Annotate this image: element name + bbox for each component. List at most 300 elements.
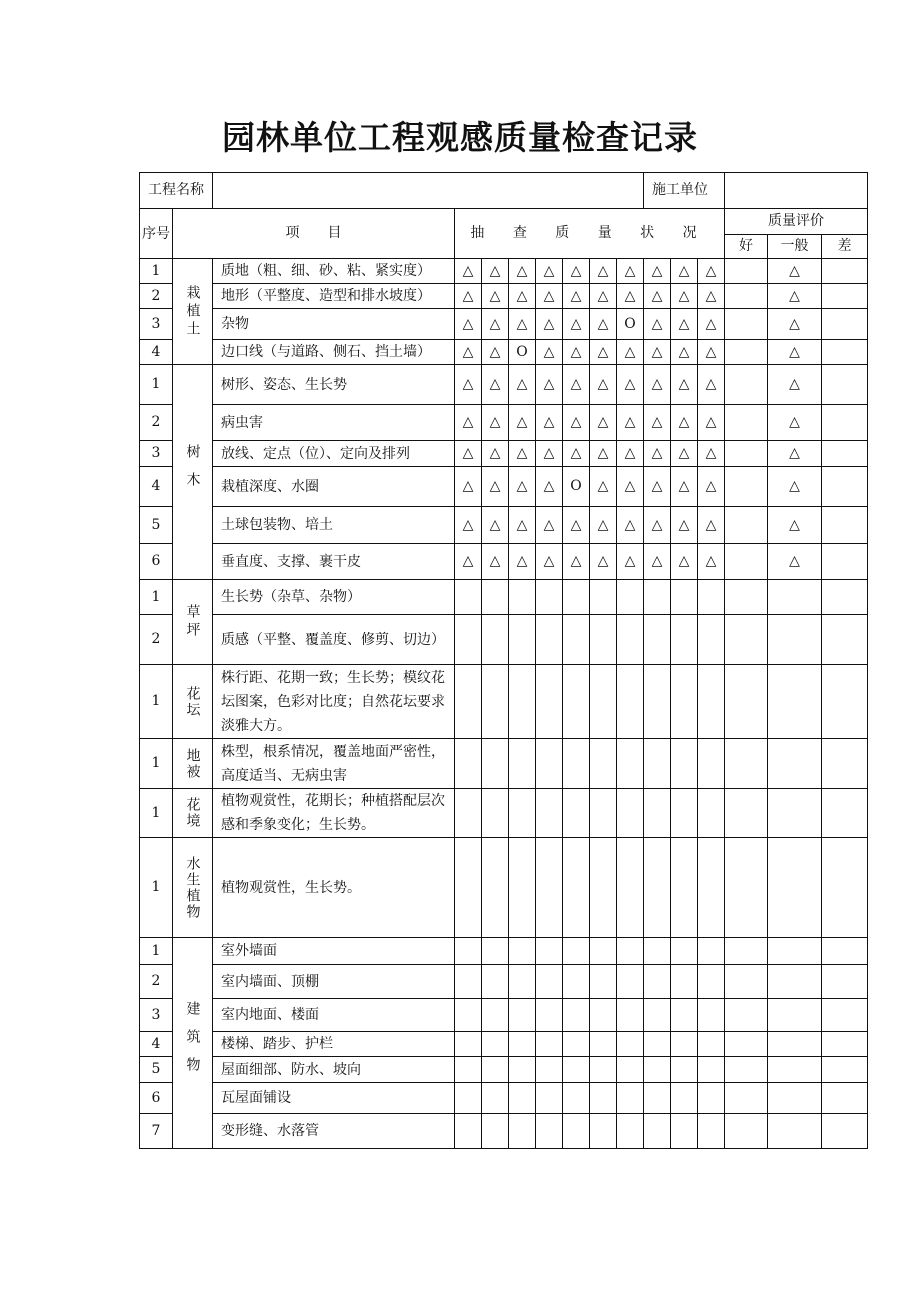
mark-cell[interactable] <box>671 580 698 615</box>
mark-cell[interactable] <box>482 665 509 739</box>
mark-cell[interactable] <box>617 615 644 665</box>
mark-cell[interactable]: △ <box>509 284 536 309</box>
mark-cell[interactable]: △ <box>563 507 590 544</box>
mark-cell[interactable] <box>482 789 509 838</box>
eval-good-cell[interactable] <box>725 580 768 615</box>
eval-good-cell[interactable] <box>725 965 768 999</box>
mark-cell[interactable] <box>536 615 563 665</box>
mark-cell[interactable] <box>536 1032 563 1057</box>
mark-cell[interactable] <box>482 1057 509 1083</box>
eval-general-cell[interactable] <box>768 789 822 838</box>
eval-good-cell[interactable] <box>725 739 768 789</box>
mark-cell[interactable]: △ <box>671 467 698 507</box>
mark-cell[interactable] <box>536 739 563 789</box>
mark-cell[interactable] <box>590 580 617 615</box>
eval-general-cell[interactable] <box>768 999 822 1032</box>
mark-cell[interactable] <box>455 999 482 1032</box>
eval-poor-cell[interactable] <box>822 789 868 838</box>
mark-cell[interactable] <box>509 1114 536 1149</box>
mark-cell[interactable]: △ <box>482 405 509 441</box>
mark-cell[interactable] <box>509 580 536 615</box>
mark-cell[interactable] <box>590 789 617 838</box>
mark-cell[interactable] <box>671 1114 698 1149</box>
eval-good-cell[interactable] <box>725 259 768 284</box>
mark-cell[interactable] <box>455 838 482 938</box>
mark-cell[interactable]: △ <box>563 284 590 309</box>
mark-cell[interactable] <box>509 1083 536 1114</box>
mark-cell[interactable] <box>698 838 725 938</box>
eval-general-cell[interactable] <box>768 615 822 665</box>
mark-cell[interactable] <box>617 1057 644 1083</box>
mark-cell[interactable]: △ <box>590 284 617 309</box>
eval-general-cell[interactable] <box>768 1057 822 1083</box>
mark-cell[interactable] <box>482 999 509 1032</box>
mark-cell[interactable] <box>698 999 725 1032</box>
mark-cell[interactable] <box>455 1083 482 1114</box>
project-name-field[interactable] <box>213 173 644 209</box>
eval-general-cell[interactable] <box>768 838 822 938</box>
eval-good-cell[interactable] <box>725 340 768 365</box>
mark-cell[interactable] <box>617 739 644 789</box>
mark-cell[interactable] <box>644 739 671 789</box>
mark-cell[interactable]: △ <box>617 340 644 365</box>
mark-cell[interactable] <box>617 1083 644 1114</box>
eval-general-cell[interactable]: △ <box>768 309 822 340</box>
mark-cell[interactable]: △ <box>482 365 509 405</box>
mark-cell[interactable] <box>671 1032 698 1057</box>
eval-poor-cell[interactable] <box>822 544 868 580</box>
mark-cell[interactable]: △ <box>644 507 671 544</box>
eval-general-cell[interactable]: △ <box>768 507 822 544</box>
mark-cell[interactable] <box>536 999 563 1032</box>
mark-cell[interactable] <box>590 1057 617 1083</box>
mark-cell[interactable] <box>644 665 671 739</box>
mark-cell[interactable] <box>698 580 725 615</box>
mark-cell[interactable] <box>698 615 725 665</box>
mark-cell[interactable]: △ <box>536 507 563 544</box>
mark-cell[interactable]: △ <box>698 467 725 507</box>
eval-good-cell[interactable] <box>725 1057 768 1083</box>
mark-cell[interactable]: △ <box>644 405 671 441</box>
eval-poor-cell[interactable] <box>822 665 868 739</box>
eval-general-cell[interactable]: △ <box>768 365 822 405</box>
mark-cell[interactable] <box>563 838 590 938</box>
mark-cell[interactable] <box>590 665 617 739</box>
mark-cell[interactable] <box>617 665 644 739</box>
mark-cell[interactable] <box>536 938 563 965</box>
eval-general-cell[interactable]: △ <box>768 467 822 507</box>
mark-cell[interactable]: △ <box>536 284 563 309</box>
mark-cell[interactable] <box>617 838 644 938</box>
mark-cell[interactable]: △ <box>536 405 563 441</box>
eval-poor-cell[interactable] <box>822 1114 868 1149</box>
mark-cell[interactable]: △ <box>590 507 617 544</box>
mark-cell[interactable] <box>509 938 536 965</box>
mark-cell[interactable] <box>509 739 536 789</box>
mark-cell[interactable]: △ <box>671 259 698 284</box>
mark-cell[interactable]: △ <box>590 467 617 507</box>
eval-good-cell[interactable] <box>725 467 768 507</box>
mark-cell[interactable] <box>644 1083 671 1114</box>
eval-good-cell[interactable] <box>725 1114 768 1149</box>
mark-cell[interactable]: △ <box>671 365 698 405</box>
eval-poor-cell[interactable] <box>822 507 868 544</box>
mark-cell[interactable] <box>563 789 590 838</box>
mark-cell[interactable]: O <box>509 340 536 365</box>
mark-cell[interactable] <box>644 1057 671 1083</box>
mark-cell[interactable] <box>563 665 590 739</box>
mark-cell[interactable]: △ <box>590 544 617 580</box>
mark-cell[interactable] <box>698 789 725 838</box>
mark-cell[interactable]: △ <box>644 259 671 284</box>
mark-cell[interactable] <box>509 615 536 665</box>
eval-general-cell[interactable] <box>768 1114 822 1149</box>
mark-cell[interactable] <box>671 665 698 739</box>
mark-cell[interactable]: △ <box>563 309 590 340</box>
mark-cell[interactable] <box>563 999 590 1032</box>
mark-cell[interactable] <box>644 838 671 938</box>
eval-good-cell[interactable] <box>725 365 768 405</box>
mark-cell[interactable]: △ <box>509 405 536 441</box>
eval-general-cell[interactable] <box>768 739 822 789</box>
mark-cell[interactable] <box>536 789 563 838</box>
mark-cell[interactable]: △ <box>590 340 617 365</box>
eval-poor-cell[interactable] <box>822 615 868 665</box>
mark-cell[interactable] <box>509 838 536 938</box>
mark-cell[interactable] <box>644 615 671 665</box>
mark-cell[interactable]: △ <box>698 284 725 309</box>
eval-poor-cell[interactable] <box>822 739 868 789</box>
mark-cell[interactable]: △ <box>509 309 536 340</box>
mark-cell[interactable] <box>617 789 644 838</box>
mark-cell[interactable]: △ <box>482 284 509 309</box>
mark-cell[interactable]: △ <box>563 405 590 441</box>
mark-cell[interactable]: △ <box>617 467 644 507</box>
eval-general-cell[interactable] <box>768 580 822 615</box>
mark-cell[interactable] <box>590 1032 617 1057</box>
eval-good-cell[interactable] <box>725 999 768 1032</box>
mark-cell[interactable] <box>671 739 698 789</box>
mark-cell[interactable]: △ <box>509 507 536 544</box>
mark-cell[interactable]: △ <box>617 507 644 544</box>
mark-cell[interactable] <box>671 615 698 665</box>
eval-general-cell[interactable]: △ <box>768 544 822 580</box>
mark-cell[interactable] <box>482 965 509 999</box>
mark-cell[interactable] <box>698 1032 725 1057</box>
mark-cell[interactable]: △ <box>455 405 482 441</box>
mark-cell[interactable]: △ <box>671 544 698 580</box>
mark-cell[interactable] <box>455 1032 482 1057</box>
mark-cell[interactable]: △ <box>455 544 482 580</box>
mark-cell[interactable]: △ <box>698 340 725 365</box>
mark-cell[interactable] <box>671 938 698 965</box>
mark-cell[interactable]: △ <box>509 544 536 580</box>
mark-cell[interactable]: △ <box>509 259 536 284</box>
mark-cell[interactable]: △ <box>509 365 536 405</box>
mark-cell[interactable] <box>455 789 482 838</box>
mark-cell[interactable]: △ <box>617 405 644 441</box>
mark-cell[interactable]: △ <box>455 309 482 340</box>
eval-good-cell[interactable] <box>725 615 768 665</box>
mark-cell[interactable] <box>698 1057 725 1083</box>
mark-cell[interactable] <box>482 838 509 938</box>
mark-cell[interactable]: △ <box>455 340 482 365</box>
mark-cell[interactable]: △ <box>563 259 590 284</box>
mark-cell[interactable]: △ <box>590 441 617 467</box>
eval-good-cell[interactable] <box>725 284 768 309</box>
mark-cell[interactable]: △ <box>644 340 671 365</box>
mark-cell[interactable]: △ <box>671 309 698 340</box>
mark-cell[interactable] <box>590 999 617 1032</box>
mark-cell[interactable] <box>482 938 509 965</box>
mark-cell[interactable]: △ <box>482 259 509 284</box>
mark-cell[interactable]: △ <box>590 259 617 284</box>
mark-cell[interactable] <box>455 1114 482 1149</box>
mark-cell[interactable] <box>509 665 536 739</box>
mark-cell[interactable] <box>590 838 617 938</box>
mark-cell[interactable]: △ <box>482 467 509 507</box>
eval-good-cell[interactable] <box>725 938 768 965</box>
mark-cell[interactable] <box>671 1057 698 1083</box>
eval-good-cell[interactable] <box>725 544 768 580</box>
mark-cell[interactable]: △ <box>509 467 536 507</box>
eval-good-cell[interactable] <box>725 507 768 544</box>
eval-poor-cell[interactable] <box>822 259 868 284</box>
mark-cell[interactable]: △ <box>698 441 725 467</box>
mark-cell[interactable]: O <box>617 309 644 340</box>
eval-poor-cell[interactable] <box>822 999 868 1032</box>
mark-cell[interactable] <box>455 1057 482 1083</box>
eval-good-cell[interactable] <box>725 405 768 441</box>
mark-cell[interactable] <box>563 1057 590 1083</box>
mark-cell[interactable] <box>455 665 482 739</box>
mark-cell[interactable]: △ <box>563 340 590 365</box>
mark-cell[interactable]: △ <box>455 259 482 284</box>
mark-cell[interactable] <box>590 1114 617 1149</box>
mark-cell[interactable] <box>671 789 698 838</box>
mark-cell[interactable] <box>563 1083 590 1114</box>
mark-cell[interactable] <box>482 580 509 615</box>
mark-cell[interactable] <box>617 1114 644 1149</box>
mark-cell[interactable]: △ <box>698 544 725 580</box>
mark-cell[interactable] <box>644 1032 671 1057</box>
mark-cell[interactable] <box>482 1032 509 1057</box>
eval-good-cell[interactable] <box>725 1032 768 1057</box>
eval-general-cell[interactable] <box>768 665 822 739</box>
eval-general-cell[interactable] <box>768 965 822 999</box>
mark-cell[interactable]: △ <box>698 309 725 340</box>
mark-cell[interactable]: △ <box>536 544 563 580</box>
mark-cell[interactable] <box>698 739 725 789</box>
eval-poor-cell[interactable] <box>822 405 868 441</box>
mark-cell[interactable]: △ <box>482 340 509 365</box>
mark-cell[interactable] <box>536 665 563 739</box>
eval-good-cell[interactable] <box>725 1083 768 1114</box>
eval-general-cell[interactable]: △ <box>768 405 822 441</box>
mark-cell[interactable]: △ <box>617 284 644 309</box>
mark-cell[interactable]: △ <box>698 405 725 441</box>
mark-cell[interactable] <box>617 999 644 1032</box>
eval-poor-cell[interactable] <box>822 467 868 507</box>
mark-cell[interactable] <box>617 965 644 999</box>
mark-cell[interactable]: △ <box>644 467 671 507</box>
mark-cell[interactable]: △ <box>455 365 482 405</box>
eval-general-cell[interactable]: △ <box>768 441 822 467</box>
eval-good-cell[interactable] <box>725 838 768 938</box>
mark-cell[interactable]: △ <box>617 365 644 405</box>
mark-cell[interactable]: △ <box>455 441 482 467</box>
mark-cell[interactable]: △ <box>698 507 725 544</box>
mark-cell[interactable]: △ <box>509 441 536 467</box>
mark-cell[interactable]: △ <box>671 284 698 309</box>
eval-poor-cell[interactable] <box>822 838 868 938</box>
mark-cell[interactable] <box>455 739 482 789</box>
mark-cell[interactable] <box>509 999 536 1032</box>
mark-cell[interactable] <box>644 580 671 615</box>
mark-cell[interactable] <box>644 965 671 999</box>
mark-cell[interactable] <box>617 1032 644 1057</box>
mark-cell[interactable] <box>698 1083 725 1114</box>
eval-poor-cell[interactable] <box>822 284 868 309</box>
eval-poor-cell[interactable] <box>822 441 868 467</box>
mark-cell[interactable]: △ <box>671 340 698 365</box>
eval-poor-cell[interactable] <box>822 309 868 340</box>
eval-poor-cell[interactable] <box>822 1057 868 1083</box>
mark-cell[interactable] <box>698 938 725 965</box>
mark-cell[interactable]: △ <box>455 467 482 507</box>
mark-cell[interactable]: △ <box>536 441 563 467</box>
mark-cell[interactable] <box>563 965 590 999</box>
mark-cell[interactable] <box>563 580 590 615</box>
mark-cell[interactable]: △ <box>644 309 671 340</box>
mark-cell[interactable]: △ <box>590 405 617 441</box>
mark-cell[interactable]: △ <box>563 441 590 467</box>
construction-unit-field[interactable] <box>725 173 868 209</box>
mark-cell[interactable] <box>455 938 482 965</box>
mark-cell[interactable] <box>644 789 671 838</box>
mark-cell[interactable]: △ <box>590 365 617 405</box>
mark-cell[interactable] <box>671 999 698 1032</box>
mark-cell[interactable] <box>455 965 482 999</box>
mark-cell[interactable] <box>455 580 482 615</box>
eval-poor-cell[interactable] <box>822 580 868 615</box>
mark-cell[interactable] <box>536 838 563 938</box>
eval-good-cell[interactable] <box>725 309 768 340</box>
mark-cell[interactable] <box>536 965 563 999</box>
eval-general-cell[interactable] <box>768 938 822 965</box>
mark-cell[interactable] <box>563 1032 590 1057</box>
mark-cell[interactable]: △ <box>563 544 590 580</box>
eval-general-cell[interactable]: △ <box>768 340 822 365</box>
mark-cell[interactable] <box>536 1083 563 1114</box>
mark-cell[interactable]: △ <box>536 467 563 507</box>
mark-cell[interactable]: △ <box>617 259 644 284</box>
eval-general-cell[interactable]: △ <box>768 259 822 284</box>
mark-cell[interactable] <box>698 965 725 999</box>
mark-cell[interactable]: △ <box>617 544 644 580</box>
mark-cell[interactable]: △ <box>590 309 617 340</box>
eval-good-cell[interactable] <box>725 441 768 467</box>
mark-cell[interactable]: △ <box>536 259 563 284</box>
eval-poor-cell[interactable] <box>822 938 868 965</box>
mark-cell[interactable] <box>563 1114 590 1149</box>
mark-cell[interactable]: △ <box>536 365 563 405</box>
mark-cell[interactable]: △ <box>644 365 671 405</box>
mark-cell[interactable] <box>698 665 725 739</box>
mark-cell[interactable]: △ <box>563 365 590 405</box>
mark-cell[interactable] <box>563 938 590 965</box>
mark-cell[interactable] <box>644 938 671 965</box>
eval-poor-cell[interactable] <box>822 965 868 999</box>
eval-general-cell[interactable] <box>768 1032 822 1057</box>
eval-poor-cell[interactable] <box>822 340 868 365</box>
mark-cell[interactable] <box>590 739 617 789</box>
mark-cell[interactable]: △ <box>536 309 563 340</box>
mark-cell[interactable] <box>536 580 563 615</box>
mark-cell[interactable] <box>536 1057 563 1083</box>
mark-cell[interactable] <box>482 1114 509 1149</box>
mark-cell[interactable]: △ <box>536 340 563 365</box>
mark-cell[interactable]: O <box>563 467 590 507</box>
mark-cell[interactable]: △ <box>644 441 671 467</box>
mark-cell[interactable]: △ <box>482 507 509 544</box>
mark-cell[interactable] <box>590 938 617 965</box>
mark-cell[interactable] <box>509 1057 536 1083</box>
eval-poor-cell[interactable] <box>822 1083 868 1114</box>
mark-cell[interactable]: △ <box>617 441 644 467</box>
mark-cell[interactable] <box>590 615 617 665</box>
mark-cell[interactable] <box>590 1083 617 1114</box>
mark-cell[interactable]: △ <box>671 405 698 441</box>
eval-poor-cell[interactable] <box>822 365 868 405</box>
mark-cell[interactable] <box>563 615 590 665</box>
mark-cell[interactable]: △ <box>644 284 671 309</box>
eval-good-cell[interactable] <box>725 789 768 838</box>
eval-general-cell[interactable] <box>768 1083 822 1114</box>
mark-cell[interactable]: △ <box>482 544 509 580</box>
mark-cell[interactable] <box>509 1032 536 1057</box>
eval-general-cell[interactable]: △ <box>768 284 822 309</box>
mark-cell[interactable] <box>455 615 482 665</box>
mark-cell[interactable] <box>563 739 590 789</box>
mark-cell[interactable] <box>536 1114 563 1149</box>
eval-poor-cell[interactable] <box>822 1032 868 1057</box>
mark-cell[interactable] <box>671 965 698 999</box>
mark-cell[interactable] <box>482 615 509 665</box>
mark-cell[interactable]: △ <box>644 544 671 580</box>
mark-cell[interactable] <box>509 965 536 999</box>
mark-cell[interactable] <box>590 965 617 999</box>
mark-cell[interactable] <box>671 838 698 938</box>
mark-cell[interactable]: △ <box>671 441 698 467</box>
mark-cell[interactable]: △ <box>455 284 482 309</box>
mark-cell[interactable] <box>617 938 644 965</box>
mark-cell[interactable] <box>698 1114 725 1149</box>
mark-cell[interactable]: △ <box>482 441 509 467</box>
mark-cell[interactable]: △ <box>671 507 698 544</box>
mark-cell[interactable] <box>644 1114 671 1149</box>
mark-cell[interactable] <box>509 789 536 838</box>
mark-cell[interactable]: △ <box>698 259 725 284</box>
mark-cell[interactable]: △ <box>698 365 725 405</box>
eval-good-cell[interactable] <box>725 665 768 739</box>
mark-cell[interactable] <box>671 1083 698 1114</box>
mark-cell[interactable] <box>644 999 671 1032</box>
mark-cell[interactable]: △ <box>482 309 509 340</box>
mark-cell[interactable] <box>482 739 509 789</box>
mark-cell[interactable]: △ <box>455 507 482 544</box>
mark-cell[interactable] <box>482 1083 509 1114</box>
